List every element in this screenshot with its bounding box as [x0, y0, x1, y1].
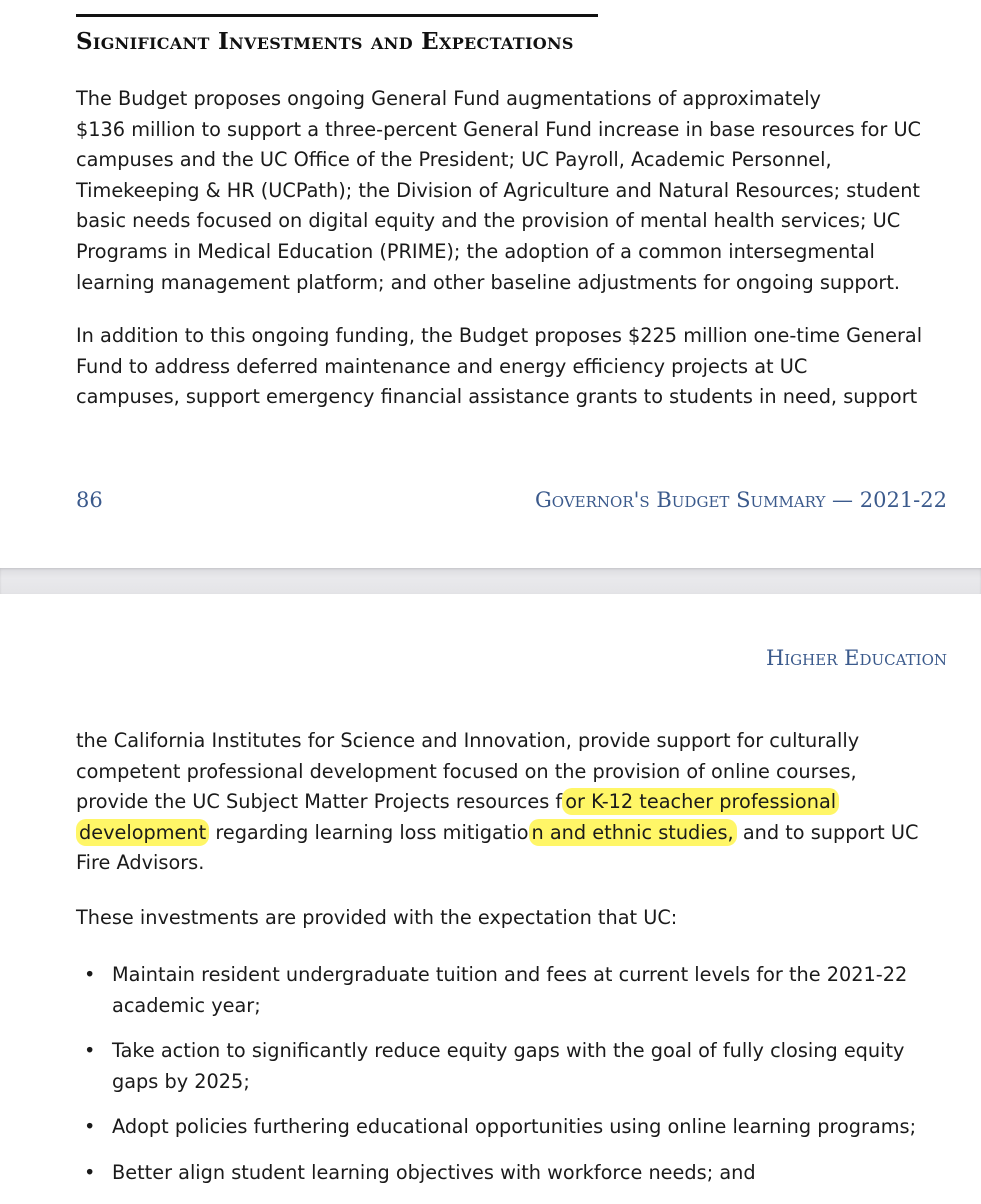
- bullet-marker: •: [84, 1160, 96, 1184]
- text-segment: and to support UC: [736, 820, 919, 844]
- running-header: Higher Education: [765, 646, 947, 670]
- text-line: Timekeeping & HR (UCPath); the Division of Agriculture and Natural Resources; student: [76, 178, 920, 202]
- text-line: competent professional development focused on the provision of online courses,: [76, 759, 857, 783]
- document-page-87: [0, 594, 981, 1200]
- heading-rule: [76, 14, 598, 17]
- text-line: [76, 787, 938, 818]
- list-item: [76, 1112, 946, 1143]
- text-line: learning management platform; and other baseline adjustments for ongoing support.: [76, 270, 901, 294]
- text-line: Fund to address deferred maintenance and energy efficiency projects at UC: [76, 354, 808, 378]
- text-line: [76, 818, 938, 849]
- paragraph-continued: [76, 726, 938, 879]
- paragraph-ongoing-funding: [76, 84, 938, 298]
- bullet-marker: •: [84, 1039, 96, 1063]
- text-line: the California Institutes for Science and Innovation, provide support for culturally: [76, 729, 860, 752]
- text-line: Maintain resident undergraduate tuition and fees at current levels for the 2021-22: [112, 963, 908, 986]
- text-line: campuses, support emergency financial assistance grants to students in need, support: [76, 385, 918, 409]
- page-divider: [0, 568, 981, 594]
- paragraph-expectations-intro: [76, 903, 938, 934]
- text-line: campuses and the UC Office of the President; UC Payroll, Academic Personnel,: [76, 148, 832, 172]
- text-line: Take action to significantly reduce equity gaps with the goal of fully closing equity: [112, 1039, 905, 1063]
- text-line: Fire Advisors.: [76, 851, 205, 875]
- text-line: $136 million to support a three-percent General Fund increase in base resources for UC: [76, 117, 922, 141]
- bullet-marker: •: [84, 1115, 96, 1139]
- text-line: basic needs focused on digital equity and the provision of mental health services; UC: [76, 209, 901, 233]
- highlighted-text: n and ethnic studies,: [529, 819, 737, 846]
- text-line: Better align student learning objectives with workforce needs; and: [112, 1160, 756, 1184]
- section-heading: Significant Investments and Expectations: [76, 28, 574, 55]
- highlighted-text: development: [76, 819, 209, 846]
- text-line: gaps by 2025;: [112, 1069, 250, 1093]
- highlighted-text: or K-12 teacher professional: [562, 788, 839, 815]
- list-item: [76, 1158, 946, 1189]
- page-number: 86: [76, 488, 103, 512]
- bullet-marker: •: [84, 963, 96, 986]
- document-page-86: [0, 0, 981, 568]
- expectations-list: [76, 960, 946, 1204]
- paragraph-one-time-funding: [76, 321, 938, 413]
- text-line: academic year;: [112, 993, 261, 1017]
- text-line: In addition to this ongoing funding, the Budget proposes $225 million one-time General: [76, 324, 923, 347]
- text-segment: regarding learning loss mitigatio: [209, 820, 529, 844]
- text-segment: provide the UC Subject Matter Projects resources f: [76, 790, 563, 814]
- footer-document-title: Governor's Budget Summary — 2021-22: [535, 488, 947, 512]
- text-line: The Budget proposes ongoing General Fund augmentations of approximately: [76, 87, 821, 110]
- list-item: [76, 960, 946, 1021]
- list-item: [76, 1036, 946, 1097]
- text-line: Programs in Medical Education (PRIME); the adoption of a common intersegmental: [76, 239, 875, 263]
- text-line: These investments are provided with the expectation that UC:: [76, 906, 678, 929]
- text-line: Adopt policies furthering educational opportunities using online learning programs;: [112, 1115, 917, 1139]
